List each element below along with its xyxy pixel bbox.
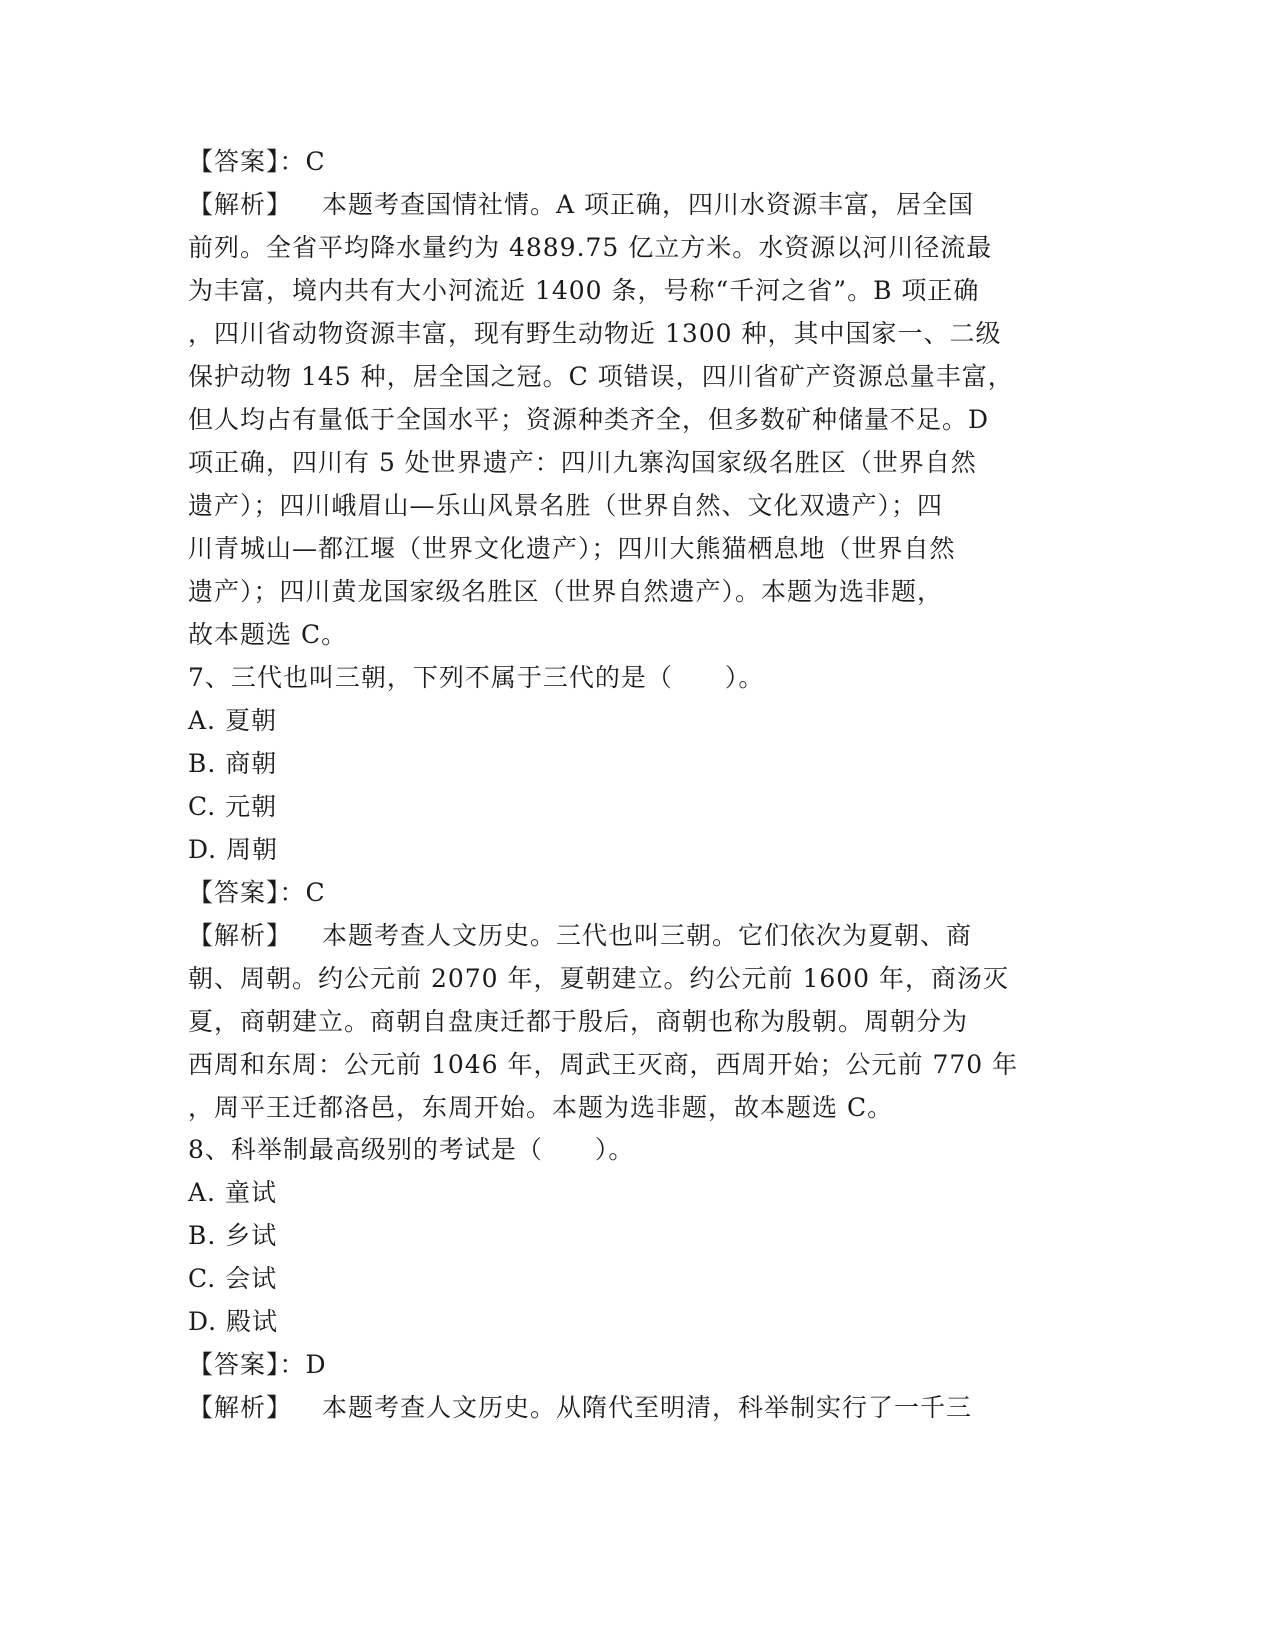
q6-analysis-line-6: 项正确，四川有 5 处世界遗产：四川九寨沟国家级名胜区（世界自然: [188, 448, 977, 477]
q8-option-a: A. 童试: [188, 1178, 277, 1207]
q8-option-c: C. 会试: [188, 1264, 278, 1293]
analysis-label: 【解析】: [188, 190, 293, 219]
q7-option-d: D. 周朝: [188, 835, 279, 864]
q6-analysis-line-7: 遗产）；四川峨眉山—乐山风景名胜（世界自然、文化双遗产）；四: [188, 491, 944, 520]
q6-analysis-line-8: 川青城山—都江堰（世界文化遗产）；四川大熊猫栖息地（世界自然: [188, 534, 956, 563]
q8-question: 8、科举制最高级别的考试是（ ）。: [188, 1135, 635, 1164]
q8-answer: [188, 1343, 1088, 1386]
analysis-label: 【解析】: [188, 1393, 293, 1422]
q6-analysis-line-9: 遗产）；四川黄龙国家级名胜区（世界自然遗产）。本题为选非题，: [188, 577, 944, 606]
q7-option-b: B. 商朝: [188, 749, 278, 778]
q6-analysis-line-2: 为丰富，境内共有大小河流近 1400 条，号称“千河之省”。B 项正确: [188, 276, 980, 305]
q7-analysis-line-4: ，周平王迁都洛邑，东周开始。本题为选非题，故本题选 C。: [188, 1093, 894, 1122]
q7-answer: [188, 871, 1088, 914]
q6-analysis-line-10: 故本题选 C。: [188, 620, 348, 649]
q6-analysis-line-4: 保护动物 145 种，居全国之冠。C 项错误，四川省矿产资源总量丰富，: [188, 362, 1014, 391]
analysis-label: 【解析】: [188, 921, 293, 950]
answer-label: 【答案】: [188, 1350, 280, 1379]
analysis-text: 本题考查人文历史。从隋代至明清，科举制实行了一千三: [322, 1393, 973, 1422]
answer-label: 【答案】: [188, 147, 280, 176]
answer-label: 【答案】: [188, 878, 280, 907]
q6-block: [188, 140, 1088, 656]
q6-analysis-line-5: 但人均占有量低于全国水平；资源种类齐全，但多数矿种储量不足。D: [188, 405, 990, 434]
q6-analysis-line-1: 前列。全省平均降水量约为 4889.75 亿立方米。水资源以河川径流最: [188, 233, 993, 262]
q7-analysis-line-1: 朝、周朝。约公元前 2070 年，夏朝建立。约公元前 1600 年，商汤灭: [188, 964, 1010, 993]
q8-option-d: D. 殿试: [188, 1307, 279, 1336]
q8-block: [188, 1128, 1088, 1429]
answer-value: ：C: [279, 878, 326, 907]
q7-analysis-line-0: [188, 914, 1088, 957]
q6-analysis-line-3: ，四川省动物资源丰富，现有野生动物近 1300 种，其中国家一、二级: [188, 319, 1002, 348]
q8-option-b: B. 乡试: [188, 1221, 278, 1250]
q6-analysis-line-0: [188, 183, 1088, 226]
q8-analysis-line-0: [188, 1386, 1088, 1429]
q7-block: [188, 656, 1088, 1129]
analysis-text: 本题考查人文历史。三代也叫三朝。它们依次为夏朝、商: [322, 921, 973, 950]
answer-value: ：C: [279, 147, 326, 176]
q6-answer: [188, 140, 1088, 183]
answer-value: ：D: [279, 1350, 327, 1379]
analysis-text: 本题考查国情社情。A 项正确，四川水资源丰富，居全国: [322, 190, 975, 219]
q7-analysis-line-2: 夏，商朝建立。商朝自盘庚迁都于殷后，商朝也称为殷朝。周朝分为: [188, 1007, 969, 1036]
q7-analysis-line-3: 西周和东周：公元前 1046 年，周武王灭商，西周开始；公元前 770 年: [188, 1050, 1019, 1079]
q7-question: 7、三代也叫三朝，下列不属于三代的是（ ）。: [188, 663, 765, 692]
q7-option-a: A. 夏朝: [188, 706, 277, 735]
q7-option-c: C. 元朝: [188, 792, 278, 821]
